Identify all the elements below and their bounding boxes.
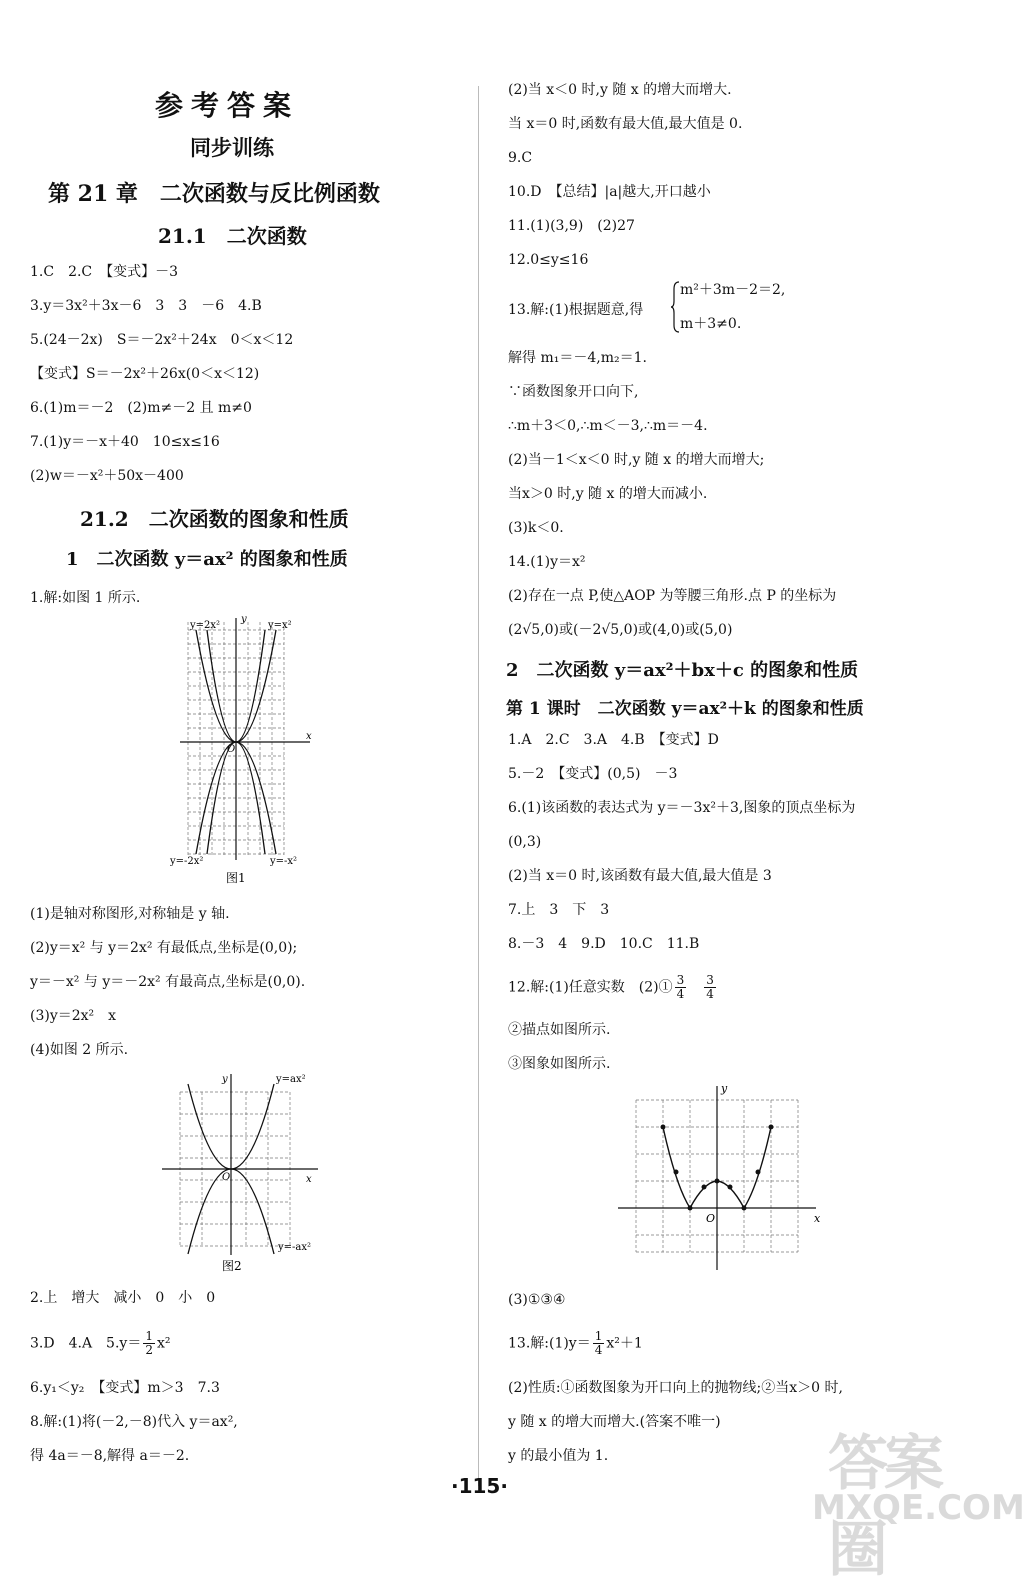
answer-line: 得 4a＝－8,解得 a＝－2. <box>30 1448 190 1464</box>
answer-line: (2)当 x＝0 时,该函数有最大值,最大值是 3 <box>508 868 772 884</box>
section-21-1-heading: 21.1 二次函数 <box>158 224 307 248</box>
answer-line: 【变式】S＝－2x²＋26x(0＜x＜12) <box>30 366 260 382</box>
answer-line: 当x＞0 时,y 随 x 的增大而减小. <box>508 486 708 502</box>
fig3-origin-label: O <box>706 1212 716 1225</box>
q3-prefix: 3.D 4.A 5.y＝ <box>30 1335 142 1352</box>
fig3-x-axis-label: x <box>814 1212 821 1225</box>
answer-line: (2)性质:①函数图象为开口向上的抛物线;②当x＞0 时, <box>508 1380 843 1396</box>
answer-line: 1.C 2.C 【变式】－3 <box>30 264 179 280</box>
fig2-y-axis-label: y <box>222 1074 228 1085</box>
q13b-prefix: 13.解:(1)y＝ <box>508 1335 591 1352</box>
page-title: 参考答案 <box>155 89 300 122</box>
answer-line: 3.y＝3x²＋3x－6 3 3 －6 4.B <box>30 298 262 314</box>
fig1-x-axis-label: x <box>306 731 312 742</box>
answer-line: (2)当 x＜0 时,y 随 x 的增大而增大. <box>508 82 732 98</box>
q5-suffix: x² <box>156 1335 171 1352</box>
watermark-logo: 答案圈 <box>828 1429 940 1585</box>
answer-line: (2)存在一点 P,使△AOP 为等腰三角形.点 P 的坐标为 <box>508 588 837 604</box>
q13b-suffix: x²＋1 <box>606 1335 643 1352</box>
answer-line: ③图象如图所示. <box>508 1056 611 1072</box>
answer-line: 7.上 3 下 3 <box>508 902 610 918</box>
fraction: $\frac{3}{4}$ <box>676 973 685 1001</box>
page-number: ·115· <box>451 1474 508 1498</box>
q13-equation-1: m²＋3m－2＝2, <box>680 282 786 298</box>
answer-line: (2)y＝x² 与 y＝2x² 有最低点,坐标是(0,0); <box>30 940 298 956</box>
answer-line-with-fraction <box>30 1330 170 1357</box>
answer-line: (2)w＝－x²＋50x－400 <box>30 468 184 484</box>
fig1-label-y-negx2: y=-x² <box>270 856 298 867</box>
subtitle: 同步训练 <box>190 136 274 160</box>
answer-line: (0,3) <box>508 834 542 850</box>
answer-line-with-fraction <box>508 1330 643 1357</box>
fig1-label-y-neg2x2: y=-2x² <box>170 856 204 867</box>
fig1-origin-label: O <box>227 744 236 755</box>
answer-line: 7.(1)y＝－x＋40 10≤x≤16 <box>30 434 220 450</box>
fig2-label-y-neg-ax2: y=-ax² <box>278 1242 312 1253</box>
answer-line: (3)k＜0. <box>508 520 564 536</box>
answer-line: (1)是轴对称图形,对称轴是 y 轴. <box>30 906 230 922</box>
answer-line: 当 x＝0 时,函数有最大值,最大值是 0. <box>508 116 743 132</box>
fraction: $\frac{3}{4}$ <box>706 973 714 1001</box>
q13-prefix: 13.解:(1)根据题意,得 <box>508 302 644 318</box>
answer-line: (3)y＝2x² x <box>30 1008 117 1024</box>
brace <box>670 281 680 333</box>
answer-line: y＝－x² 与 y＝－2x² 有最高点,坐标是(0,0). <box>30 974 306 990</box>
answer-line: (4)如图 2 所示. <box>30 1042 129 1058</box>
fraction: $\frac{1}{2}$ <box>145 1329 153 1357</box>
answer-line: 14.(1)y＝x² <box>508 554 586 570</box>
answer-line: 2.上 增大 减小 0 小 0 <box>30 1290 216 1306</box>
answer-line: (2)当－1＜x＜0 时,y 随 x 的增大而增大; <box>508 452 765 468</box>
column-divider <box>478 86 479 1486</box>
answer-line: 5.(24－2x) S＝－2x²＋24x 0＜x＜12 <box>30 332 294 348</box>
answer-line: 6.(1)该函数的表达式为 y＝－3x²＋3,图象的顶点坐标为 <box>508 800 856 816</box>
answer-line: 6.(1)m＝－2 (2)m≠－2 且 m≠0 <box>30 400 252 416</box>
figure-1 <box>160 612 320 890</box>
fig2-origin-label: O <box>222 1172 231 1183</box>
answer-line: 10.D 【总结】|a|越大,开口越小 <box>508 184 711 200</box>
answer-line: 1.A 2.C 3.A 4.B 【变式】D <box>508 732 719 748</box>
lesson-1-heading: 第 1 课时 二次函数 y＝ax²＋k 的图象和性质 <box>506 699 864 719</box>
answer-line: 6.y₁＜y₂ 【变式】m＞3 7.3 <box>30 1380 220 1396</box>
answer-line: (2√5,0)或(－2√5,0)或(4,0)或(5,0) <box>508 622 733 638</box>
q13-equation-2: m＋3≠0. <box>680 316 742 332</box>
answer-line: ∴m＋3＜0,∴m＜－3,∴m＝－4. <box>508 418 708 434</box>
q1-intro: 1.解:如图 1 所示. <box>30 590 141 606</box>
answer-line: 12.0≤y≤16 <box>508 252 589 268</box>
answer-line: y 随 x 的增大而增大.(答案不唯一) <box>508 1414 721 1430</box>
answer-line: y 的最小值为 1. <box>508 1448 609 1464</box>
answer-line: ∵函数图象开口向下, <box>508 384 639 400</box>
watermark-url: MXQE.COM <box>812 1488 1025 1528</box>
q12-line <box>508 974 718 1001</box>
q12-prefix: 12.解:(1)任意实数 (2)① <box>508 979 673 996</box>
subsection-2-heading: 2 二次函数 y＝ax²＋bx＋c 的图象和性质 <box>506 660 859 681</box>
answer-line: 5.－2 【变式】(0,5) －3 <box>508 766 678 782</box>
fig1-label-y-x2: y=x² <box>268 620 292 631</box>
answer-line: ②描点如图所示. <box>508 1022 611 1038</box>
fig3-y-axis-label: y <box>721 1082 728 1095</box>
subsection-1-heading: 1 二次函数 y＝ax² 的图象和性质 <box>66 549 348 570</box>
fig1-y-axis-label: y <box>241 614 247 625</box>
fraction: $\frac{1}{4}$ <box>594 1329 603 1357</box>
figure-2 <box>158 1070 328 1278</box>
answer-line: 11.(1)(3,9) (2)27 <box>508 218 635 234</box>
answer-line: (3)①③④ <box>508 1292 566 1308</box>
fig2-x-axis-label: x <box>306 1174 312 1185</box>
answer-line: 8.解:(1)将(－2,－8)代入 y＝ax², <box>30 1414 238 1430</box>
figure-3 <box>616 1082 826 1272</box>
answer-line: 9.C <box>508 150 533 166</box>
section-21-2-heading: 21.2 二次函数的图象和性质 <box>80 507 349 531</box>
answer-line: 8.－3 4 9.D 10.C 11.B <box>508 936 700 952</box>
fig1-caption: 图1 <box>226 871 246 885</box>
answer-line: 解得 m₁＝－4,m₂＝1. <box>508 350 647 366</box>
fig2-caption: 图2 <box>222 1259 242 1273</box>
fig2-label-y-ax2: y=ax² <box>276 1074 306 1085</box>
fig1-label-y-2x2: y=2x² <box>190 620 221 631</box>
chapter-heading: 第 21 章 二次函数与反比例函数 <box>48 181 380 207</box>
